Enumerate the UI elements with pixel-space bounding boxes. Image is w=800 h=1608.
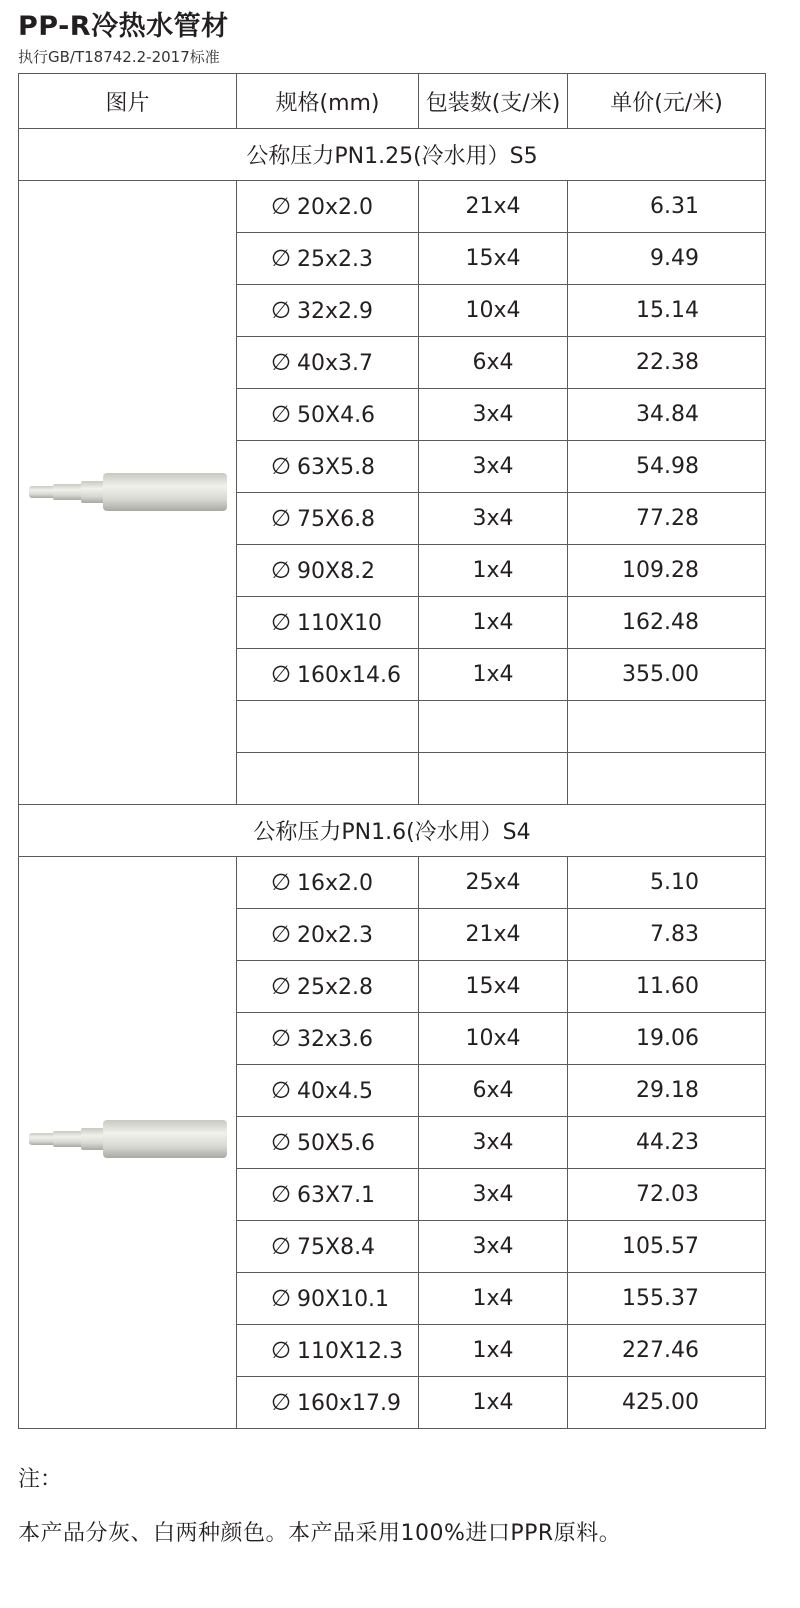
size-cell: ∅ 20x2.3 [237,909,419,961]
diameter-icon: ∅ [271,1181,292,1208]
header-price: 单价(元/米) [568,74,766,129]
section-title-row [19,805,766,857]
price-cell: 109.28 [568,545,766,597]
size-cell: ∅ 16x2.0 [237,857,419,909]
size-cell: ∅ 63X5.8 [237,441,419,493]
diameter-icon: ∅ [271,193,292,220]
price-cell: 105.57 [568,1221,766,1273]
header-pack: 包装数(支/米) [419,74,568,129]
diameter-icon: ∅ [271,1025,292,1052]
price-cell: 7.83 [568,909,766,961]
size-cell: ∅ 40x4.5 [237,1065,419,1117]
diameter-icon: ∅ [271,297,292,324]
diameter-icon: ∅ [271,1077,292,1104]
note-text: 本产品分灰、白两种颜色。本产品采用100%进口PPR原料。 [18,1521,622,1546]
pipe-image-cell [19,181,237,805]
table-row [19,181,766,233]
pipe-image [29,472,229,512]
pack-cell: 21x4 [419,909,568,961]
pipe-image-cell [19,857,237,1429]
price-cell: 15.14 [568,285,766,337]
diameter-icon: ∅ [271,401,292,428]
pack-cell: 10x4 [419,1013,568,1065]
size-cell: ∅ 75X8.4 [237,1221,419,1273]
price-cell: 5.10 [568,857,766,909]
price-cell: 425.00 [568,1377,766,1429]
section-title-row [19,129,766,181]
pack-cell: 15x4 [419,961,568,1013]
price-cell: 227.46 [568,1325,766,1377]
size-cell: ∅ 110X12.3 [237,1325,419,1377]
size-cell: ∅ 32x2.9 [237,285,419,337]
diameter-icon: ∅ [271,609,292,636]
pack-cell: 25x4 [419,857,568,909]
price-cell: 72.03 [568,1169,766,1221]
price-cell: 19.06 [568,1013,766,1065]
table-row [19,857,766,909]
size-cell: ∅ 90X8.2 [237,545,419,597]
pack-cell: 3x4 [419,493,568,545]
diameter-icon: ∅ [271,349,292,376]
diameter-icon: ∅ [271,1285,292,1312]
size-cell: ∅ 110X10 [237,597,419,649]
pack-cell: 6x4 [419,1065,568,1117]
diameter-icon: ∅ [271,453,292,480]
diameter-icon: ∅ [271,1129,292,1156]
header-image: 图片 [19,74,237,129]
price-cell: 162.48 [568,597,766,649]
pack-cell: 15x4 [419,233,568,285]
pack-cell: 1x4 [419,597,568,649]
pack-cell: 1x4 [419,649,568,701]
price-cell: 77.28 [568,493,766,545]
size-cell: ∅ 75X6.8 [237,493,419,545]
price-cell: 11.60 [568,961,766,1013]
price-cell: 155.37 [568,1273,766,1325]
pack-cell: 1x4 [419,1273,568,1325]
pack-cell: 3x4 [419,1169,568,1221]
size-cell: ∅ 32x3.6 [237,1013,419,1065]
size-cell: ∅ 40x3.7 [237,337,419,389]
note-label: 注： [18,1467,63,1492]
price-table [18,73,766,1429]
pack-cell: 3x4 [419,1117,568,1169]
size-cell: ∅ 25x2.3 [237,233,419,285]
header-size: 规格(mm) [237,74,419,129]
diameter-icon: ∅ [271,557,292,584]
price-cell: 6.31 [568,181,766,233]
pack-cell: 10x4 [419,285,568,337]
pack-cell: 1x4 [419,1325,568,1377]
standard-subtitle: 执行GB/T18742.2-2017标准 [18,48,220,66]
size-cell: ∅ 50X5.6 [237,1117,419,1169]
size-cell: ∅ 160x17.9 [237,1377,419,1429]
pipe-image [29,1119,229,1159]
size-cell: ∅ 63X7.1 [237,1169,419,1221]
diameter-icon: ∅ [271,661,292,688]
pack-cell: 3x4 [419,441,568,493]
page-title: PP-R冷热水管材 [18,11,229,42]
diameter-icon: ∅ [271,921,292,948]
size-cell: ∅ 50X4.6 [237,389,419,441]
diameter-icon: ∅ [271,869,292,896]
pack-cell: 1x4 [419,1377,568,1429]
size-cell: ∅ 25x2.8 [237,961,419,1013]
diameter-icon: ∅ [271,973,292,1000]
diameter-icon: ∅ [271,1337,292,1364]
price-cell: 34.84 [568,389,766,441]
section-title: 公称压力PN1.25(冷水用）S5 [19,129,766,181]
diameter-icon: ∅ [271,1233,292,1260]
price-cell: 22.38 [568,337,766,389]
pack-cell: 3x4 [419,1221,568,1273]
price-cell: 9.49 [568,233,766,285]
table-header-row [19,74,766,129]
price-cell: 355.00 [568,649,766,701]
size-cell: ∅ 20x2.0 [237,181,419,233]
price-cell: 54.98 [568,441,766,493]
diameter-icon: ∅ [271,1389,292,1416]
pack-cell: 21x4 [419,181,568,233]
pack-cell: 1x4 [419,545,568,597]
diameter-icon: ∅ [271,245,292,272]
price-cell: 44.23 [568,1117,766,1169]
diameter-icon: ∅ [271,505,292,532]
section-title: 公称压力PN1.6(冷水用）S4 [19,805,766,857]
pack-cell: 3x4 [419,389,568,441]
size-cell: ∅ 90X10.1 [237,1273,419,1325]
size-cell: ∅ 160x14.6 [237,649,419,701]
pack-cell: 6x4 [419,337,568,389]
price-cell: 29.18 [568,1065,766,1117]
